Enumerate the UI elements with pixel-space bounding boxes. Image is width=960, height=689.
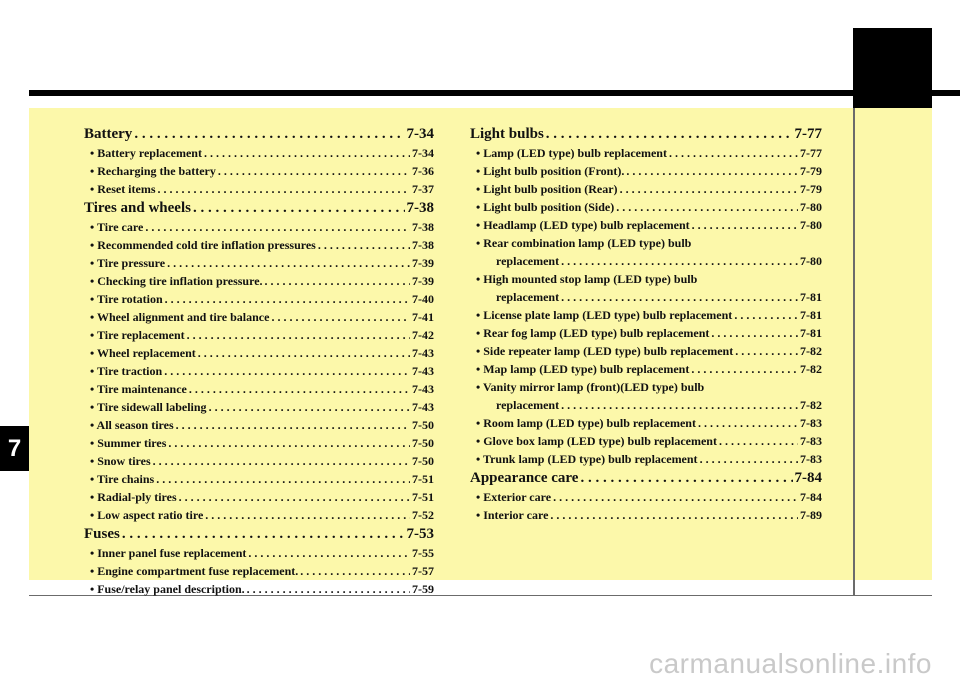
toc-entry[interactable] [84,470,434,488]
top-rule-right [855,90,960,96]
toc-entry[interactable] [470,450,822,468]
toc-entry-title: • Recommended cold tire inflation pressures [90,238,316,252]
toc-entry[interactable] [470,180,822,198]
dot-leader [134,124,404,144]
toc-entry[interactable] [84,362,434,380]
toc-page-number: 7-80 [800,200,822,214]
toc-entry-title: replacement [496,290,560,304]
toc-page-number: 7-39 [412,274,434,288]
toc-entry-title: • Light bulb position (Rear) [476,182,618,196]
toc-page-number: 7-57 [412,564,434,578]
toc-page-number: 7-81 [800,308,822,322]
dot-leader [168,434,410,452]
toc-entry[interactable] [84,580,434,598]
toc-entry-title: • Rear fog lamp (LED type) bulb replacement [476,326,710,340]
toc-entry-title: Light bulbs [470,126,544,142]
dot-leader [734,306,798,324]
dot-leader [692,216,798,234]
dot-leader [711,324,798,342]
dot-leader [300,562,410,580]
dot-leader [198,344,410,362]
toc-section-heading[interactable] [84,524,434,544]
dot-leader [626,162,798,180]
toc-entry[interactable] [470,414,822,432]
toc-entry-title: • Engine compartment fuse replacement. [90,564,299,578]
toc-entry[interactable] [84,308,434,326]
dot-leader [145,218,410,236]
toc-entry-title: • Tire traction [90,364,163,378]
toc-page-number: 7-43 [412,364,434,378]
toc-entry-line[interactable] [470,378,822,396]
toc-entry-title: • Headlamp (LED type) bulb replacement [476,218,690,232]
margin-divider [853,108,855,596]
toc-entry[interactable] [84,162,434,180]
dot-leader [318,236,410,254]
toc-entry[interactable] [470,324,822,342]
toc-entry-title: • Light bulb position (Side) [476,200,615,214]
dot-leader [189,380,410,398]
dot-leader [204,144,410,162]
toc-page-number: 7-38 [412,220,434,234]
dot-leader [165,290,410,308]
toc-entry[interactable] [84,488,434,506]
dot-leader [561,396,798,414]
toc-entry-continuation[interactable] [470,396,822,414]
dot-leader [561,288,798,306]
toc-entry-title: • Tire pressure [90,256,166,270]
toc-page-number: 7-34 [406,126,434,142]
toc-entry-title: • Exterior care [476,490,552,504]
dot-leader [153,452,410,470]
toc-entry-title: • Lamp (LED type) bulb replacement [476,146,667,160]
toc-page-number: 7-43 [412,382,434,396]
toc-page-number: 7-55 [412,546,434,560]
toc-entry[interactable] [84,290,434,308]
toc-entry-title: Appearance care [470,470,579,486]
toc-page-number: 7-84 [794,470,822,486]
toc-entry[interactable] [84,326,434,344]
dot-leader [561,252,798,270]
toc-page-number: 7-81 [800,326,822,340]
toc-page-number: 7-80 [800,218,822,232]
dot-leader [669,144,798,162]
toc-page-number: 7-43 [412,346,434,360]
toc-entry-title: • Battery replacement [90,146,202,160]
toc-entry-title: • Snow tires [90,454,151,468]
toc-entry-title: • Wheel replacement [90,346,196,360]
dot-leader [735,342,798,360]
toc-entry-title: • Recharging the battery [90,164,216,178]
toc-page-number: 7-83 [800,416,822,430]
right-contents-column [470,124,822,524]
toc-entry[interactable] [470,506,822,524]
toc-entry-title: • Reset items [90,182,156,196]
toc-entry-continuation[interactable] [470,288,822,306]
watermark: carmanualsonline.info [649,648,932,679]
toc-entry-title: • Rear combination lamp (LED type) bulb [476,236,692,250]
toc-entry-title: replacement [496,398,560,412]
toc-entry-title: Tires and wheels [84,200,191,216]
dot-leader [265,272,410,290]
dot-leader [719,432,798,450]
toc-entry-title: • Tire maintenance [90,382,187,396]
dot-leader [176,416,410,434]
toc-entry[interactable] [84,144,434,162]
toc-entry-title: • Light bulb position (Front). [476,164,625,178]
toc-entry-title: • Tire replacement [90,328,185,342]
toc-page-number: 7-89 [800,508,822,522]
toc-page-number: 7-83 [800,434,822,448]
dot-leader [616,198,798,216]
toc-entry-continuation[interactable] [470,252,822,270]
dot-leader [209,398,410,416]
toc-page-number: 7-36 [412,164,434,178]
toc-entry-title: • Tire chains [90,472,155,486]
dot-leader [550,506,798,524]
dot-leader [248,544,410,562]
toc-entry-title: • All season tires [90,418,174,432]
toc-entry-title: • Tire sidewall labeling [90,400,207,414]
dot-leader [122,524,405,544]
toc-entry[interactable] [84,236,434,254]
toc-page-number: 7-43 [412,400,434,414]
toc-page-number: 7-41 [412,310,434,324]
dot-leader [179,488,410,506]
chapter-block [853,28,932,111]
toc-entry[interactable] [84,344,434,362]
toc-entry-title: • Interior care [476,508,549,522]
toc-entry[interactable] [470,162,822,180]
toc-page-number: 7-50 [412,454,434,468]
toc-entry[interactable] [84,398,434,416]
toc-section-heading[interactable] [470,124,822,144]
dot-leader [187,326,410,344]
toc-page-number: 7-38 [406,200,434,216]
toc-entry-title: • Side repeater lamp (LED type) bulb replacement [476,344,734,358]
toc-entry-title: • Radial-ply tires [90,490,177,504]
toc-entry-title: Battery [84,126,133,142]
dot-leader [546,124,793,144]
toc-section-heading[interactable] [84,124,434,144]
toc-page-number: 7-81 [800,290,822,304]
toc-page-number: 7-51 [412,472,434,486]
toc-entry[interactable] [84,380,434,398]
toc-entry-title: • Fuse/relay panel description. [90,582,245,596]
dot-leader [698,414,798,432]
dot-leader [553,488,798,506]
dot-leader [620,180,798,198]
toc-entry[interactable] [84,434,434,452]
toc-entry[interactable] [470,488,822,506]
dot-leader [158,180,410,198]
toc-entry-title: • Vanity mirror lamp (front)(LED type) bulb [476,380,705,394]
toc-entry-title: • Glove box lamp (LED type) bulb replacement [476,434,717,448]
toc-entry[interactable] [470,342,822,360]
toc-entry-title: • Summer tires [90,436,167,450]
toc-entry[interactable] [470,198,822,216]
toc-page-number: 7-83 [800,452,822,466]
dot-leader [164,362,410,380]
toc-page-number: 7-82 [800,398,822,412]
toc-entry-title: • Low aspect ratio tire [90,508,204,522]
toc-entry[interactable] [84,180,434,198]
toc-section-heading[interactable] [470,468,822,488]
toc-entry[interactable] [470,306,822,324]
toc-page-number: 7-50 [412,418,434,432]
toc-page-number: 7-79 [800,164,822,178]
toc-page-number: 7-51 [412,490,434,504]
dot-leader [580,468,792,488]
toc-entry-title: • Room lamp (LED type) bulb replacement [476,416,696,430]
toc-entry[interactable] [470,432,822,450]
dot-leader [271,308,410,326]
toc-entry[interactable] [84,544,434,562]
toc-entry-title: • Checking tire inflation pressure. [90,274,263,288]
top-rule [29,90,855,96]
toc-page-number: 7-59 [412,582,434,596]
toc-page-number: 7-34 [412,146,434,160]
dot-leader [247,580,410,598]
toc-page-number: 7-50 [412,436,434,450]
toc-section-heading[interactable] [84,198,434,218]
toc-entry-line[interactable] [470,270,822,288]
chapter-tab[interactable]: 7 [0,426,29,471]
toc-entry[interactable] [84,506,434,524]
toc-entry-title: • High mounted stop lamp (LED type) bulb [476,272,698,286]
toc-entry-title: replacement [496,254,560,268]
toc-page-number: 7-39 [412,256,434,270]
toc-entry[interactable] [84,254,434,272]
toc-page-number: 7-42 [412,328,434,342]
toc-entry-title: • Tire rotation [90,292,163,306]
left-contents-column [84,124,434,598]
toc-entry[interactable] [470,144,822,162]
toc-entry-title: • Inner panel fuse replacement [90,546,247,560]
toc-page-number: 7-77 [794,126,822,142]
toc-entry[interactable] [84,416,434,434]
toc-page-number: 7-38 [412,238,434,252]
dot-leader [167,254,410,272]
toc-entry[interactable] [84,218,434,236]
toc-entry[interactable] [84,452,434,470]
toc-entry-line[interactable] [470,234,822,252]
toc-page-number: 7-82 [800,344,822,358]
toc-entry-title: • Map lamp (LED type) bulb replacement [476,362,690,376]
toc-page-number: 7-84 [800,490,822,504]
toc-entry-title: • Trunk lamp (LED type) bulb replacement [476,452,698,466]
toc-page-number: 7-79 [800,182,822,196]
toc-entry-title: Fuses [84,526,120,542]
toc-page-number: 7-82 [800,362,822,376]
toc-entry[interactable] [470,216,822,234]
dot-leader [156,470,410,488]
toc-page-number: 7-52 [412,508,434,522]
toc-entry[interactable] [84,562,434,580]
dot-leader [700,450,798,468]
toc-page-number: 7-53 [406,526,434,542]
toc-page-number: 7-37 [412,182,434,196]
toc-entry-title: • Wheel alignment and tire balance [90,310,270,324]
toc-entry-title: • License plate lamp (LED type) bulb replacement [476,308,733,322]
toc-page-number: 7-77 [800,146,822,160]
toc-entry[interactable] [84,272,434,290]
dot-leader [691,360,798,378]
toc-entry-title: • Tire care [90,220,144,234]
toc-entry[interactable] [470,360,822,378]
dot-leader [218,162,410,180]
dot-leader [205,506,410,524]
margin-panel [855,108,932,580]
toc-page-number: 7-40 [412,292,434,306]
toc-page-number: 7-80 [800,254,822,268]
dot-leader [193,198,405,218]
